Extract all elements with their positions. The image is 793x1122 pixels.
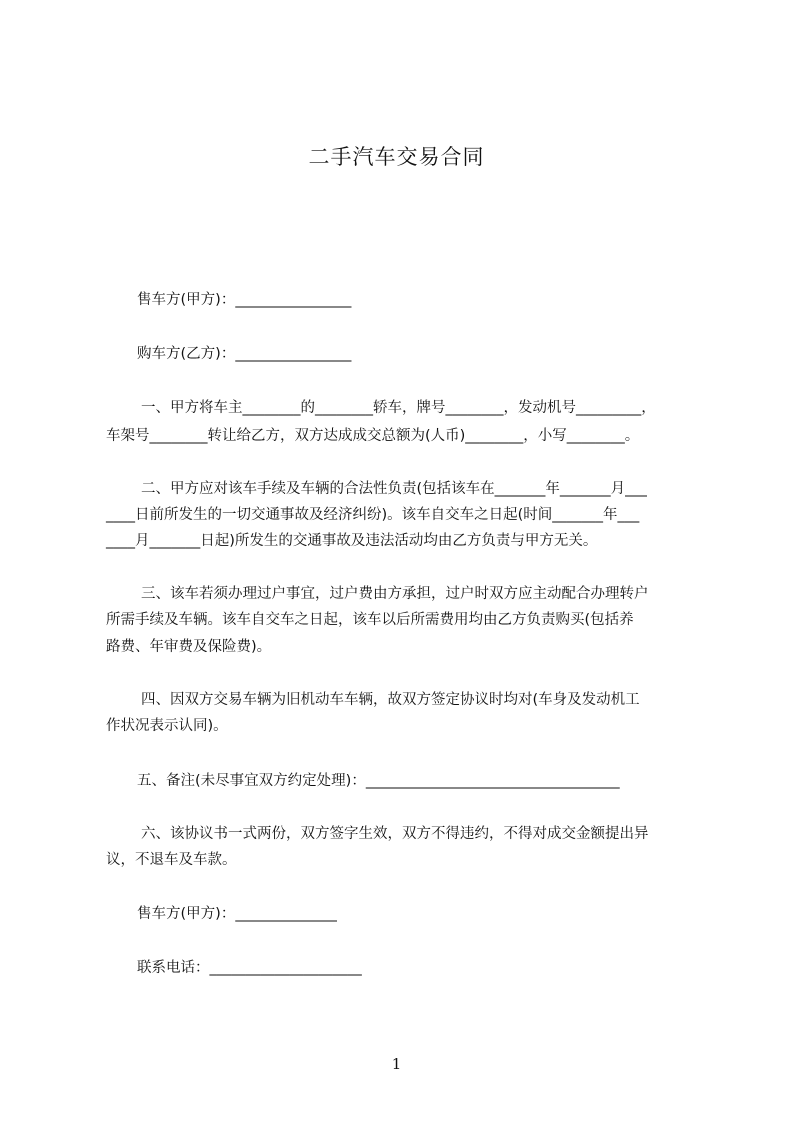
seller-signature-line: 售车方(甲方)：______________	[137, 906, 337, 922]
page-number: 1	[391, 1055, 402, 1073]
clause-4-line-1: 四、因双方交易车辆为旧机动车车辆，故双方签定协议时均对(车身及发动机工	[141, 692, 640, 708]
buyer-party-line: 购车方(乙方)：________________	[137, 346, 352, 362]
clause-5-remarks-line: 五、备注(未尽事宜双方约定处理)：___________________________________	[137, 773, 620, 789]
clause-2-line-1: 二、甲方应对该车手续及车辆的合法性负责(包括该车在_______年_______月___	[141, 481, 647, 497]
seller-party-line: 售车方(甲方)：________________	[137, 292, 352, 308]
clause-2-line-2: ____日前所发生的一切交通事故及经济纠纷)。该车自交车之日起(时间_______年___	[106, 507, 640, 523]
clause-1-line-1: 一、甲方将车主________的________轿车，牌号________，发动机号_________，	[141, 400, 656, 416]
clause-1-line-2: 车架号________转让给乙方，双方达成成交总额为(人币)________，小写________。	[106, 428, 640, 444]
document-title: 二手汽车交易合同	[308, 145, 485, 169]
clause-2-line-3: ____月_______日起)所发生的交通事故及违法活动均由乙方负责与甲方无关。	[106, 533, 598, 549]
clause-3-line-1: 三、该车若须办理过户事宜，过户费由方承担，过户时双方应主动配合办理转户	[141, 586, 649, 602]
contact-phone-line: 联系电话：_____________________	[137, 960, 362, 976]
clause-6-line-1: 六、该协议书一式两份，双方签字生效，双方不得违约，不得对成交金额提出异	[141, 826, 649, 842]
clause-6-line-2: 议，不退车及车款。	[106, 852, 237, 868]
clause-4-line-2: 作状况表示认同)。	[106, 718, 228, 734]
clause-3-line-2: 所需手续及车辆。该车自交车之日起，该车以后所需费用均由乙方负责购买(包括养	[106, 612, 634, 628]
clause-3-line-3: 路费、年审费及保险费)。	[106, 639, 272, 655]
